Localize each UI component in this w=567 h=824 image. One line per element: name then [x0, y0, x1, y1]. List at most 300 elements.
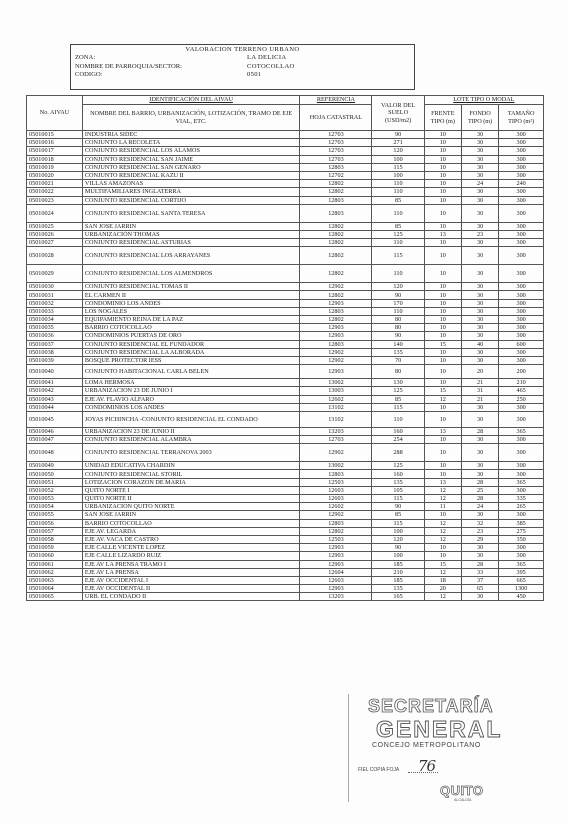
aivau-code-cell: 05010063	[27, 576, 83, 584]
fondo-cell: 28	[461, 495, 498, 503]
fondo-cell: 30	[461, 283, 498, 291]
aivau-code-cell: 05010017	[27, 147, 83, 155]
fondo-cell: 30	[461, 511, 498, 519]
name-cell: EJE AV. LEGARDA	[82, 527, 299, 535]
tamano-cell: 365	[499, 560, 544, 568]
valor-cell: 135	[372, 585, 424, 593]
name-cell: URBANIZACION 23 DE JUNIO II	[82, 427, 299, 435]
tamano-cell: 365	[499, 478, 544, 486]
fondo-cell: 28	[461, 427, 498, 435]
name-cell: EJE AV LA PRENSA TRAMO I	[82, 560, 299, 568]
valor-cell: 288	[372, 444, 424, 462]
aivau-code-cell: 05010030	[27, 283, 83, 291]
valor-cell: 125	[372, 230, 424, 238]
stamp-left-rule	[348, 694, 357, 802]
valor-cell: 105	[372, 486, 424, 494]
hoja-cell: 12803	[300, 163, 372, 171]
valor-cell: 85	[372, 222, 424, 230]
name-cell: EJE AV. FLAVIO ALFARO	[82, 395, 299, 403]
name-cell: CONDOMINIOS LOS ANDES	[82, 403, 299, 411]
frente-cell: 10	[424, 307, 461, 315]
valor-cell: 120	[372, 535, 424, 543]
name-cell: CONJUNTO RESIDENCIAL LOS ALMENDROS	[82, 265, 299, 283]
fondo-cell: 29	[461, 535, 498, 543]
valor-cell: 160	[372, 427, 424, 435]
name-cell: URBANIZACION QUITO NORTE	[82, 503, 299, 511]
valor-cell: 110	[372, 239, 424, 247]
codigo-label: CODIGO:	[75, 71, 103, 79]
tamano-cell: 365	[499, 427, 544, 435]
fondo-cell: 30	[461, 544, 498, 552]
hoja-cell: 13002	[300, 379, 372, 387]
tamano-cell: 300	[499, 171, 544, 179]
name-cell: EJE AV OCCIDENTAL I	[82, 576, 299, 584]
table-row	[27, 340, 544, 348]
fondo-cell: 30	[461, 222, 498, 230]
aivau-code-cell: 05010056	[27, 519, 83, 527]
name-cell: SAN JOSE JARRIN	[82, 222, 299, 230]
frente-cell: 10	[424, 222, 461, 230]
tamano-cell: 300	[499, 332, 544, 340]
tamano-cell: 450	[499, 593, 544, 601]
zona-label: ZONA:	[75, 54, 96, 62]
table-row	[27, 365, 544, 379]
name-cell: CONJUNTO RESIDENCIAL KAZU II	[82, 171, 299, 179]
table-row	[27, 247, 544, 265]
quito-logo	[440, 782, 490, 802]
hoja-cell: 12803	[300, 307, 372, 315]
hoja-cell: 12902	[300, 356, 372, 364]
table-row	[27, 560, 544, 568]
frente-cell: 15	[424, 387, 461, 395]
hoja-cell: 12802	[300, 180, 372, 188]
aivau-code-cell: 05010050	[27, 470, 83, 478]
valor-cell: 271	[372, 139, 424, 147]
name-cell: CONJUNTO RESIDENCIAL SAN JAIME	[82, 155, 299, 163]
name-cell: INDUSTRIA SIDEC	[82, 131, 299, 139]
valor-cell: 115	[372, 519, 424, 527]
hoja-cell: 12702	[300, 171, 372, 179]
tamano-cell: 300	[499, 139, 544, 147]
tamano-cell: 265	[499, 503, 544, 511]
name-cell: URBANIZACIÓN THOMAS	[82, 230, 299, 238]
aivau-code-cell: 05010028	[27, 247, 83, 265]
valor-cell: 110	[372, 188, 424, 196]
hoja-cell: 12703	[300, 155, 372, 163]
table-row	[27, 403, 544, 411]
quito-logo-subtext: ALCALDÍA	[454, 798, 472, 802]
table-row	[27, 324, 544, 332]
frente-cell: 10	[424, 147, 461, 155]
hoja-cell: 12903	[300, 585, 372, 593]
name-cell: CONJUNTO RESIDENCIAL LA ALBORADA	[82, 348, 299, 356]
table-row	[27, 511, 544, 519]
col-referencia-header: REFERENCIA	[300, 96, 372, 105]
table-row	[27, 444, 544, 462]
tamano-cell: 300	[499, 283, 544, 291]
hoja-cell: 12803	[300, 204, 372, 222]
table-row	[27, 478, 544, 486]
name-cell: SAN JOSE JARRIN	[82, 511, 299, 519]
frente-cell: 10	[424, 544, 461, 552]
tamano-cell: 300	[499, 552, 544, 560]
frente-cell: 10	[424, 188, 461, 196]
fondo-cell: 28	[461, 560, 498, 568]
table-row	[27, 356, 544, 364]
parroquia-value: COTOCOLLAO	[247, 62, 295, 70]
frente-cell: 15	[424, 560, 461, 568]
hoja-cell: 12802	[300, 222, 372, 230]
valor-cell: 80	[372, 316, 424, 324]
frente-cell: 10	[424, 332, 461, 340]
valor-cell: 100	[372, 155, 424, 163]
name-cell: CONJUNTO LA RECOLETA	[82, 139, 299, 147]
tamano-cell: 300	[499, 188, 544, 196]
aivau-code-cell: 05010054	[27, 503, 83, 511]
tamano-cell: 300	[499, 196, 544, 204]
table-row	[27, 163, 544, 171]
valor-cell: 100	[372, 552, 424, 560]
col-nombre-header: NOMBRE DEL BARRIO, URBANIZACIÓN, LOTIZACIÓN, TRAMO DE EJE VIAL, ETC.	[82, 105, 299, 131]
frente-cell: 20	[424, 585, 461, 593]
tamano-cell: 300	[499, 131, 544, 139]
table-row	[27, 486, 544, 494]
hoja-cell: 12902	[300, 348, 372, 356]
frente-cell: 13	[424, 478, 461, 486]
aivau-code-cell: 05010027	[27, 239, 83, 247]
name-cell: BOSQUE PROTECTOR IESS	[82, 356, 299, 364]
fondo-cell: 21	[461, 395, 498, 403]
valor-cell: 140	[372, 340, 424, 348]
fondo-cell: 30	[461, 462, 498, 470]
aivau-code-cell: 05010032	[27, 299, 83, 307]
name-cell: UNIDAD EDUCATIVA CHARDIN	[82, 462, 299, 470]
name-cell: CONJUNTO RESIDENCIAL TOMAS II	[82, 283, 299, 291]
table-row	[27, 139, 544, 147]
hoja-cell: 12903	[300, 324, 372, 332]
name-cell: JOYAS PICHINCHA -CONJUNTO RESIDENCIAL EL CONDADO	[82, 411, 299, 427]
hoja-cell: 12903	[300, 544, 372, 552]
tamano-cell: 395	[499, 568, 544, 576]
valor-cell: 80	[372, 324, 424, 332]
name-cell: VILLAS AMAZONAS	[82, 180, 299, 188]
aivau-code-cell: 05010059	[27, 544, 83, 552]
fondo-cell: 24	[461, 503, 498, 511]
aivau-code-cell: 05010038	[27, 348, 83, 356]
tamano-cell: 300	[499, 462, 544, 470]
name-cell: EJE CALLE VICENTE LOPEZ	[82, 544, 299, 552]
aivau-code-cell: 05010037	[27, 340, 83, 348]
tamano-cell: 300	[499, 239, 544, 247]
hoja-cell: 12803	[300, 470, 372, 478]
tamano-cell: 335	[499, 495, 544, 503]
fondo-cell: 30	[461, 356, 498, 364]
frente-cell: 10	[424, 239, 461, 247]
tamano-cell: 300	[499, 470, 544, 478]
valor-cell: 170	[372, 299, 424, 307]
table-row	[27, 411, 544, 427]
table-row	[27, 527, 544, 535]
frente-cell: 12	[424, 495, 461, 503]
frente-cell: 10	[424, 324, 461, 332]
hoja-cell: 13203	[300, 427, 372, 435]
name-cell: EQUIPAMIENTO REINA DE LA PAZ	[82, 316, 299, 324]
fondo-cell: 30	[461, 593, 498, 601]
fondo-cell: 30	[461, 299, 498, 307]
table-row	[27, 307, 544, 315]
fondo-cell: 30	[461, 204, 498, 222]
frente-cell: 10	[424, 436, 461, 444]
fondo-cell: 30	[461, 239, 498, 247]
aivau-code-cell: 05010016	[27, 139, 83, 147]
table-row	[27, 535, 544, 543]
fondo-cell: 30	[461, 131, 498, 139]
frente-cell: 10	[424, 348, 461, 356]
frente-cell: 10	[424, 247, 461, 265]
hoja-cell: 12703	[300, 131, 372, 139]
tamano-cell: 300	[499, 147, 544, 155]
valor-cell: 110	[372, 307, 424, 315]
table-row	[27, 379, 544, 387]
fondo-cell: 30	[461, 411, 498, 427]
aivau-code-cell: 05010033	[27, 307, 83, 315]
aivau-code-cell: 05010052	[27, 486, 83, 494]
valor-cell: 185	[372, 560, 424, 568]
valor-cell: 185	[372, 576, 424, 584]
frente-cell: 10	[424, 411, 461, 427]
fondo-cell: 30	[461, 147, 498, 155]
table-row	[27, 147, 544, 155]
name-cell: QUITO NORTE II	[82, 495, 299, 503]
table-row	[27, 519, 544, 527]
name-cell: CONJUNTO RESIDENCIAL LOS ALAMOS	[82, 147, 299, 155]
fondo-cell: 30	[461, 307, 498, 315]
fondo-cell: 30	[461, 139, 498, 147]
name-cell: BARRIO COTOCOLLAO	[82, 324, 299, 332]
valor-cell: 90	[372, 332, 424, 340]
aivau-code-cell: 05010047	[27, 436, 83, 444]
hoja-cell: 12902	[300, 511, 372, 519]
fondo-cell: 30	[461, 291, 498, 299]
hoja-cell: 12903	[300, 332, 372, 340]
secretaria-general-stamp	[340, 686, 515, 811]
table-row	[27, 495, 544, 503]
aivau-code-cell: 05010062	[27, 568, 83, 576]
tamano-cell: 300	[499, 222, 544, 230]
fondo-cell: 31	[461, 387, 498, 395]
tamano-cell: 300	[499, 348, 544, 356]
tamano-cell: 300	[499, 324, 544, 332]
valor-cell: 115	[372, 495, 424, 503]
table-row	[27, 576, 544, 584]
fondo-cell: 23	[461, 230, 498, 238]
stamp-general-text: GENERAL	[376, 716, 503, 742]
col-aivau-header: No. AIVAU	[27, 96, 83, 131]
tamano-cell: 200	[499, 365, 544, 379]
fondo-cell: 65	[461, 585, 498, 593]
tamano-cell: 300	[499, 486, 544, 494]
hoja-cell: 12802	[300, 265, 372, 283]
quito-logo-text: QUITO	[440, 783, 484, 798]
aivau-code-cell: 05010035	[27, 324, 83, 332]
frente-cell: 12	[424, 568, 461, 576]
frente-cell: 12	[424, 519, 461, 527]
tamano-cell: 300	[499, 265, 544, 283]
fondo-cell: 28	[461, 478, 498, 486]
hoja-cell: 13002	[300, 462, 372, 470]
frente-cell: 12	[424, 593, 461, 601]
fondo-cell: 30	[461, 163, 498, 171]
fondo-cell: 30	[461, 552, 498, 560]
table-row	[27, 503, 544, 511]
valor-cell: 160	[372, 470, 424, 478]
table-row	[27, 552, 544, 560]
frente-cell: 10	[424, 299, 461, 307]
fondo-cell: 30	[461, 155, 498, 163]
aivau-code-cell: 05010065	[27, 593, 83, 601]
tamano-cell: 300	[499, 299, 544, 307]
frente-cell: 10	[424, 131, 461, 139]
tamano-cell: 240	[499, 180, 544, 188]
valor-cell: 135	[372, 478, 424, 486]
hoja-cell: 12803	[300, 340, 372, 348]
valor-cell: 115	[372, 163, 424, 171]
aivau-code-cell: 05010022	[27, 188, 83, 196]
aivau-code-cell: 05010015	[27, 131, 83, 139]
table-row	[27, 568, 544, 576]
valor-cell: 125	[372, 387, 424, 395]
tamano-cell: 210	[499, 379, 544, 387]
hoja-cell: 12603	[300, 576, 372, 584]
frente-cell: 10	[424, 204, 461, 222]
tamano-cell: 300	[499, 291, 544, 299]
frente-cell: 10	[424, 511, 461, 519]
tamano-cell: 300	[499, 356, 544, 364]
table-row	[27, 387, 544, 395]
tamano-cell: 385	[499, 519, 544, 527]
valuation-header-box	[70, 44, 415, 90]
aivau-code-cell: 05010040	[27, 365, 83, 379]
tamano-cell: 300	[499, 411, 544, 427]
frente-cell: 10	[424, 171, 461, 179]
frente-cell: 12	[424, 486, 461, 494]
table-row	[27, 436, 544, 444]
table-row	[27, 299, 544, 307]
hoja-cell: 12903	[300, 299, 372, 307]
col-tamano-header: TAMAÑO TIPO (m²)	[499, 105, 544, 131]
frente-cell: 10	[424, 180, 461, 188]
tamano-cell: 1300	[499, 585, 544, 593]
fondo-cell: 30	[461, 403, 498, 411]
tamano-cell: 250	[499, 395, 544, 403]
valor-cell: 85	[372, 511, 424, 519]
frente-cell: 10	[424, 196, 461, 204]
col-frente-header: FRENTE TIPO (m)	[424, 105, 461, 131]
table-row	[27, 196, 544, 204]
aivau-code-cell: 05010039	[27, 356, 83, 364]
fondo-cell: 30	[461, 188, 498, 196]
valor-cell: 90	[372, 503, 424, 511]
fondo-cell: 33	[461, 568, 498, 576]
fondo-cell: 30	[461, 444, 498, 462]
fondo-cell: 30	[461, 436, 498, 444]
aivau-code-cell: 05010036	[27, 332, 83, 340]
valor-cell: 110	[372, 204, 424, 222]
col-identificacion-header: IDENTIFICACIÓN DEL AIVAU	[82, 96, 299, 105]
valor-cell: 85	[372, 196, 424, 204]
table-row	[27, 155, 544, 163]
valor-cell: 85	[372, 395, 424, 403]
valor-cell: 90	[372, 544, 424, 552]
fondo-cell: 30	[461, 470, 498, 478]
hoja-cell: 12802	[300, 188, 372, 196]
fondo-cell: 30	[461, 247, 498, 265]
table-row	[27, 332, 544, 340]
frente-cell: 10	[424, 444, 461, 462]
table-row	[27, 171, 544, 179]
stamp-concejo-text: CONCEJO METROPOLITANO	[372, 742, 481, 749]
hoja-cell: 12902	[300, 444, 372, 462]
table-row	[27, 265, 544, 283]
hoja-cell: 13003	[300, 387, 372, 395]
aivau-code-cell: 05010046	[27, 427, 83, 435]
hoja-cell: 12603	[300, 495, 372, 503]
aivau-code-cell: 05010019	[27, 163, 83, 171]
stamp-handwritten-number: 76	[418, 757, 436, 775]
name-cell: LOTIZACION CORAZON DE MARIA	[82, 478, 299, 486]
hoja-cell: 12802	[300, 239, 372, 247]
aivau-code-cell: 05010060	[27, 552, 83, 560]
valor-cell: 100	[372, 527, 424, 535]
aivau-code-cell: 05010041	[27, 379, 83, 387]
hoja-cell: 12803	[300, 196, 372, 204]
frente-cell: 10	[424, 139, 461, 147]
aivau-code-cell: 05010045	[27, 411, 83, 427]
table-row	[27, 395, 544, 403]
hoja-cell: 12703	[300, 436, 372, 444]
valor-cell: 165	[372, 593, 424, 601]
name-cell: CONDOMINIOS PUERTAS DE ORO	[82, 332, 299, 340]
hoja-cell: 12902	[300, 283, 372, 291]
frente-cell: 12	[424, 527, 461, 535]
table-row	[27, 427, 544, 435]
valor-cell: 90	[372, 131, 424, 139]
valor-cell: 80	[372, 365, 424, 379]
valor-cell: 120	[372, 147, 424, 155]
col-hoja-header: HOJA CATASTRAL	[300, 105, 372, 131]
aivau-code-cell: 05010061	[27, 560, 83, 568]
valor-cell: 120	[372, 283, 424, 291]
table-row	[27, 204, 544, 222]
tamano-cell: 350	[499, 535, 544, 543]
hoja-cell: 13203	[300, 593, 372, 601]
frente-cell: 10	[424, 265, 461, 283]
aivau-code-cell: 05010058	[27, 535, 83, 543]
aivau-code-cell: 05010020	[27, 171, 83, 179]
name-cell: BARRIO COTOCOLLAO	[82, 519, 299, 527]
aivau-code-cell: 05010018	[27, 155, 83, 163]
table-row	[27, 131, 544, 139]
name-cell: CONJUNTO RESIDENCIAL SANTA TERESA	[82, 204, 299, 222]
name-cell: EL CARMEN II	[82, 291, 299, 299]
hoja-cell: 12604	[300, 568, 372, 576]
fondo-cell: 24	[461, 180, 498, 188]
col-lote-header: LOTE TIPO O MODAL	[424, 96, 543, 105]
table-row	[27, 470, 544, 478]
frente-cell: 12	[424, 395, 461, 403]
valor-cell: 110	[372, 265, 424, 283]
fondo-cell: 30	[461, 348, 498, 356]
